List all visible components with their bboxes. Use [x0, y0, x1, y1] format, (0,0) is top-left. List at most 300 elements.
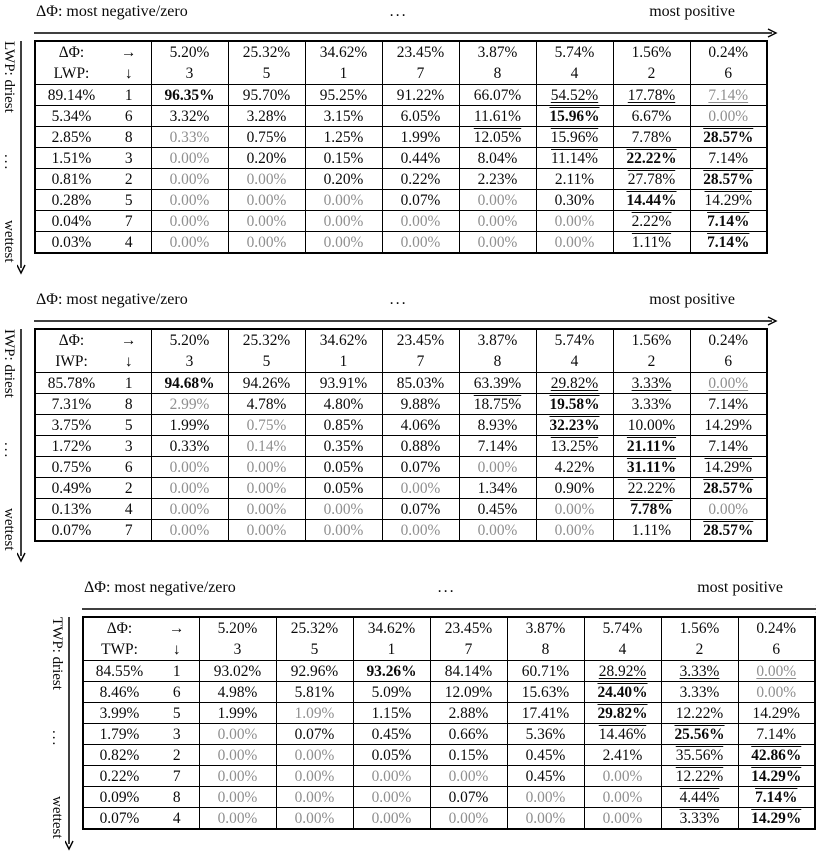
- value-cell: 7.78%: [613, 499, 690, 520]
- value-cell: 0.00%: [459, 520, 536, 542]
- value-cell: 21.11%: [613, 436, 690, 457]
- row-percent: 1.79%: [99, 725, 140, 743]
- value-cell: 12.22%: [661, 766, 738, 787]
- rank-header-row: [83, 639, 815, 661]
- value-cell: 7.14%: [459, 436, 536, 457]
- value-cell: 11.61%: [459, 106, 536, 127]
- value-cell: 0.00%: [305, 232, 382, 254]
- value-cell: 0.00%: [305, 190, 382, 211]
- value-cell: 96.35%: [151, 85, 228, 106]
- row-header-cell: [83, 703, 199, 724]
- value-cell: 0.00%: [276, 808, 353, 830]
- value-cell: 0.33%: [151, 127, 228, 148]
- row-percent: 0.07%: [51, 521, 92, 539]
- phi-value-cell: 1.56%: [661, 617, 738, 639]
- row-header-content: [36, 458, 151, 477]
- value-cell: 7.14%: [738, 724, 815, 745]
- value-cell: 14.46%: [584, 724, 661, 745]
- row-percent: 3.99%: [99, 704, 140, 722]
- value-cell: 0.00%: [690, 373, 767, 394]
- value-cell: 0.00%: [536, 232, 613, 254]
- value-cell: 66.07%: [459, 85, 536, 106]
- value-cell: 14.29%: [738, 766, 815, 787]
- value-cell: 0.00%: [430, 808, 507, 830]
- value-cell: 0.85%: [305, 415, 382, 436]
- value-cell: 0.00%: [199, 787, 276, 808]
- row-percent: 0.13%: [51, 500, 92, 518]
- value-cell: 4.22%: [536, 457, 613, 478]
- phi-value-cell: 25.32%: [228, 329, 305, 351]
- value-cell: 12.09%: [430, 682, 507, 703]
- value-cell: 12.22%: [661, 703, 738, 724]
- value-cell: 94.68%: [151, 373, 228, 394]
- axis-label-positive: most positive: [649, 3, 735, 20]
- row-rank: 5: [124, 191, 133, 209]
- value-cell: 0.75%: [228, 127, 305, 148]
- value-cell: 0.00%: [151, 148, 228, 169]
- row-header-cell: [35, 351, 151, 373]
- table-row: [35, 457, 767, 478]
- value-cell: 0.00%: [228, 478, 305, 499]
- row-rank: 3: [172, 725, 181, 743]
- side-dots: ...: [49, 729, 65, 747]
- side-dots: ...: [1, 153, 17, 171]
- phi-value-cell: 0.24%: [690, 41, 767, 63]
- rank-value-cell: 2: [661, 639, 738, 661]
- phi-value-cell: 5.74%: [536, 329, 613, 351]
- row-percent: 0.07%: [99, 809, 140, 827]
- value-cell: 0.00%: [199, 766, 276, 787]
- row-rank: 1: [124, 374, 133, 392]
- lwp-percentile-table: [34, 40, 768, 254]
- value-cell: 0.00%: [459, 457, 536, 478]
- value-cell: 0.00%: [507, 808, 584, 830]
- row-percent: 89.14%: [47, 86, 96, 104]
- phi-header-row: [83, 617, 815, 639]
- row-header-cell: [35, 190, 151, 211]
- rank-value-cell: 8: [507, 639, 584, 661]
- value-cell: 17.41%: [507, 703, 584, 724]
- value-cell: 0.00%: [536, 211, 613, 232]
- table-row: [35, 190, 767, 211]
- value-cell: 0.45%: [507, 745, 584, 766]
- value-cell: 3.32%: [151, 106, 228, 127]
- table-row: [35, 232, 767, 254]
- row-header-cell: [35, 478, 151, 499]
- table-row: [35, 169, 767, 190]
- value-cell: 0.00%: [151, 169, 228, 190]
- side-label-wettest: wettest: [1, 219, 17, 262]
- value-cell: 4.98%: [199, 682, 276, 703]
- row-header-content: [36, 479, 151, 498]
- value-cell: 7.78%: [613, 127, 690, 148]
- row-header-content: [84, 640, 199, 659]
- row-header-content: [84, 746, 199, 765]
- row-header-content: [84, 767, 199, 786]
- value-cell: 0.00%: [151, 499, 228, 520]
- row-header-cell: [35, 63, 151, 85]
- table-row: [83, 682, 815, 703]
- value-cell: 91.22%: [382, 85, 459, 106]
- value-cell: 0.20%: [228, 148, 305, 169]
- row-rank: 5: [124, 416, 133, 434]
- value-cell: 0.00%: [228, 169, 305, 190]
- phi-value-cell: 34.62%: [305, 329, 382, 351]
- row-percent: 0.28%: [51, 191, 92, 209]
- phi-header-label: ΔΦ:: [58, 44, 85, 61]
- value-cell: 0.00%: [199, 745, 276, 766]
- phi-value-cell: 0.24%: [738, 617, 815, 639]
- value-cell: 29.82%: [584, 703, 661, 724]
- row-header-content: [36, 170, 151, 189]
- row-percent: 84.55%: [95, 662, 144, 680]
- right-arrow-icon: [82, 603, 816, 615]
- value-cell: 0.00%: [382, 478, 459, 499]
- value-cell: 0.00%: [228, 211, 305, 232]
- value-cell: 22.22%: [613, 148, 690, 169]
- down-arrow-glyph: ↓: [172, 641, 181, 658]
- phi-value-cell: 23.45%: [382, 329, 459, 351]
- value-cell: 0.00%: [199, 808, 276, 830]
- rank-value-cell: 7: [430, 639, 507, 661]
- table-row: [83, 703, 815, 724]
- value-cell: 14.29%: [738, 703, 815, 724]
- row-rank: 1: [124, 86, 133, 104]
- value-cell: 0.00%: [305, 499, 382, 520]
- row-header-content: [36, 191, 151, 210]
- rank-value-cell: 8: [459, 351, 536, 373]
- table-row: [83, 808, 815, 830]
- rank-value-cell: 6: [690, 351, 767, 373]
- right-arrow-glyph: →: [169, 620, 185, 637]
- axis-dots: ...: [437, 579, 456, 596]
- row-header-content: [84, 683, 199, 702]
- row-percent: 5.34%: [51, 107, 92, 125]
- phi-header-row: [35, 41, 767, 63]
- rank-value-cell: 6: [738, 639, 815, 661]
- row-header-cell: [35, 436, 151, 457]
- row-rank: 5: [172, 704, 181, 722]
- row-rank: 7: [124, 212, 133, 230]
- value-cell: 0.00%: [151, 520, 228, 542]
- value-cell: 0.00%: [430, 766, 507, 787]
- value-cell: 0.05%: [305, 457, 382, 478]
- row-header-content: [36, 521, 151, 540]
- rank-value-cell: 3: [199, 639, 276, 661]
- value-cell: 14.29%: [738, 808, 815, 830]
- value-cell: 0.00%: [738, 682, 815, 703]
- rank-value-cell: 1: [305, 351, 382, 373]
- value-cell: 28.57%: [690, 169, 767, 190]
- value-cell: 0.00%: [690, 499, 767, 520]
- row-header-content: [84, 662, 199, 681]
- row-header-content: [84, 704, 199, 723]
- value-cell: 10.00%: [613, 415, 690, 436]
- axis-dots: ...: [389, 3, 408, 20]
- value-cell: 84.14%: [430, 661, 507, 682]
- value-cell: 5.36%: [507, 724, 584, 745]
- value-cell: 0.00%: [690, 106, 767, 127]
- row-rank: 6: [124, 107, 133, 125]
- value-cell: 1.99%: [382, 127, 459, 148]
- value-cell: 54.52%: [536, 85, 613, 106]
- value-cell: 0.00%: [228, 190, 305, 211]
- value-cell: 0.00%: [151, 211, 228, 232]
- table-row: [35, 436, 767, 457]
- row-rank: 6: [172, 683, 181, 701]
- row-rank: 2: [172, 746, 181, 764]
- value-cell: 14.29%: [690, 415, 767, 436]
- value-cell: 15.63%: [507, 682, 584, 703]
- row-percent: 0.22%: [99, 767, 140, 785]
- down-arrow-glyph: ↓: [124, 353, 133, 370]
- table-row: [35, 478, 767, 499]
- value-cell: 19.58%: [536, 394, 613, 415]
- right-arrow-icon: [34, 27, 779, 39]
- value-cell: 0.22%: [382, 169, 459, 190]
- right-arrow-glyph: →: [121, 332, 137, 349]
- row-percent: 0.03%: [51, 233, 92, 251]
- value-cell: 0.00%: [353, 787, 430, 808]
- row-header-cell: [35, 148, 151, 169]
- lwp-side-rail: [0, 3, 34, 262]
- side-label-wettest: wettest: [49, 795, 65, 838]
- value-cell: 0.30%: [536, 190, 613, 211]
- value-cell: 2.99%: [151, 394, 228, 415]
- rank-header-row: [35, 63, 767, 85]
- phi-value-cell: 23.45%: [382, 41, 459, 63]
- value-cell: 0.00%: [738, 661, 815, 682]
- rank-header-row: [35, 351, 767, 373]
- phi-value-cell: 5.20%: [199, 617, 276, 639]
- value-cell: 7.14%: [690, 436, 767, 457]
- table-row: [83, 661, 815, 682]
- value-cell: 0.45%: [507, 766, 584, 787]
- value-cell: 0.00%: [151, 232, 228, 254]
- value-cell: 0.35%: [305, 436, 382, 457]
- table-row: [35, 499, 767, 520]
- table-row: [35, 394, 767, 415]
- row-header-cell: [83, 808, 199, 830]
- row-header-content: [36, 352, 151, 371]
- value-cell: 0.05%: [305, 478, 382, 499]
- row-header-cell: [35, 394, 151, 415]
- rank-value-cell: 3: [151, 351, 228, 373]
- axis-label-positive: most positive: [649, 291, 735, 308]
- row-percent: 0.04%: [51, 212, 92, 230]
- phi-value-cell: 25.32%: [276, 617, 353, 639]
- row-header-cell: [35, 232, 151, 254]
- row-header-cell: [35, 329, 151, 351]
- value-cell: 93.26%: [353, 661, 430, 682]
- figure-block-twp: [48, 579, 816, 838]
- twp-side-rail: [48, 579, 82, 838]
- value-cell: 92.96%: [276, 661, 353, 682]
- row-header-content: [36, 128, 151, 147]
- row-header-cell: [35, 211, 151, 232]
- table-row: [35, 415, 767, 436]
- value-cell: 0.88%: [382, 436, 459, 457]
- table-row: [35, 85, 767, 106]
- value-cell: 3.28%: [228, 106, 305, 127]
- value-cell: 7.14%: [690, 211, 767, 232]
- row-header-content: [36, 43, 151, 62]
- value-cell: 3.33%: [661, 808, 738, 830]
- value-cell: 9.88%: [382, 394, 459, 415]
- row-rank: 7: [124, 521, 133, 539]
- down-arrow-icon: [65, 617, 77, 851]
- value-cell: 24.40%: [584, 682, 661, 703]
- value-cell: 8.04%: [459, 148, 536, 169]
- phi-value-cell: 34.62%: [353, 617, 430, 639]
- row-header-cell: [35, 85, 151, 106]
- right-arrow-glyph: →: [121, 44, 137, 61]
- rank-value-cell: 5: [228, 351, 305, 373]
- wp-header-label: LWP:: [53, 65, 90, 82]
- value-cell: 0.75%: [228, 415, 305, 436]
- rank-value-cell: 1: [305, 63, 382, 85]
- value-cell: 0.07%: [382, 190, 459, 211]
- row-percent: 1.72%: [51, 437, 92, 455]
- value-cell: 0.00%: [151, 457, 228, 478]
- value-cell: 1.09%: [276, 703, 353, 724]
- row-header-content: [36, 64, 151, 83]
- value-cell: 29.82%: [536, 373, 613, 394]
- table-row: [35, 211, 767, 232]
- row-rank: 2: [124, 170, 133, 188]
- value-cell: 15.96%: [536, 127, 613, 148]
- axis-label-negative: ΔΦ: most negative/zero: [84, 579, 236, 596]
- side-label-driest: IWP: driest: [1, 329, 17, 398]
- value-cell: 0.00%: [382, 232, 459, 254]
- value-cell: 0.00%: [459, 211, 536, 232]
- row-header-content: [36, 233, 151, 252]
- value-cell: 0.44%: [382, 148, 459, 169]
- row-percent: 0.75%: [51, 458, 92, 476]
- value-cell: 60.71%: [507, 661, 584, 682]
- value-cell: 63.39%: [459, 373, 536, 394]
- value-cell: 0.20%: [305, 169, 382, 190]
- row-header-cell: [35, 41, 151, 63]
- phi-header-label: ΔΦ:: [106, 620, 133, 637]
- phi-value-cell: 5.74%: [536, 41, 613, 63]
- down-arrow-icon: [17, 329, 29, 563]
- row-percent: 0.49%: [51, 479, 92, 497]
- row-percent: 7.31%: [51, 395, 92, 413]
- value-cell: 1.15%: [353, 703, 430, 724]
- phi-value-cell: 34.62%: [305, 41, 382, 63]
- phi-value-cell: 3.87%: [459, 41, 536, 63]
- row-rank: 8: [124, 128, 133, 146]
- row-header-cell: [35, 127, 151, 148]
- rank-value-cell: 3: [151, 63, 228, 85]
- row-header-cell: [35, 499, 151, 520]
- row-rank: 8: [172, 788, 181, 806]
- phi-value-cell: 0.24%: [690, 329, 767, 351]
- value-cell: 0.15%: [430, 745, 507, 766]
- wp-header-label: IWP:: [55, 353, 88, 370]
- value-cell: 2.41%: [584, 745, 661, 766]
- row-header-content: [36, 331, 151, 350]
- value-cell: 8.93%: [459, 415, 536, 436]
- value-cell: 1.11%: [613, 520, 690, 542]
- row-percent: 0.09%: [99, 788, 140, 806]
- value-cell: 0.00%: [459, 232, 536, 254]
- rank-value-cell: 4: [536, 63, 613, 85]
- rank-value-cell: 7: [382, 63, 459, 85]
- table-row: [83, 745, 815, 766]
- row-header-content: [84, 725, 199, 744]
- row-rank: 2: [124, 479, 133, 497]
- table-row: [83, 724, 815, 745]
- row-rank: 8: [124, 395, 133, 413]
- axis-label-negative: ΔΦ: most negative/zero: [36, 291, 188, 308]
- iwp-main: [34, 291, 775, 542]
- value-cell: 17.78%: [613, 85, 690, 106]
- value-cell: 5.81%: [276, 682, 353, 703]
- rank-value-cell: 2: [613, 351, 690, 373]
- value-cell: 7.14%: [690, 394, 767, 415]
- table-row: [35, 148, 767, 169]
- row-header-cell: [83, 661, 199, 682]
- row-header-content: [36, 395, 151, 414]
- row-percent: 85.78%: [47, 374, 96, 392]
- value-cell: 12.05%: [459, 127, 536, 148]
- value-cell: 0.00%: [536, 520, 613, 542]
- table-row: [83, 787, 815, 808]
- delta-phi-axis: [34, 3, 775, 40]
- value-cell: 7.14%: [690, 232, 767, 254]
- phi-header-row: [35, 329, 767, 351]
- rank-value-cell: 6: [690, 63, 767, 85]
- rank-value-cell: 5: [276, 639, 353, 661]
- down-arrow-icon: [17, 41, 29, 275]
- value-cell: 3.33%: [613, 394, 690, 415]
- delta-phi-axis: [82, 579, 816, 616]
- value-cell: 1.34%: [459, 478, 536, 499]
- right-arrow-icon: [34, 315, 779, 327]
- value-cell: 3.33%: [661, 661, 738, 682]
- value-cell: 6.67%: [613, 106, 690, 127]
- iwp-side-rail: [0, 291, 34, 550]
- side-label-driest: TWP: driest: [49, 617, 65, 690]
- value-cell: 0.00%: [228, 520, 305, 542]
- delta-phi-axis: [34, 291, 775, 328]
- value-cell: 14.29%: [690, 190, 767, 211]
- table-row: [35, 127, 767, 148]
- twp-main: [82, 579, 816, 830]
- value-cell: 2.23%: [459, 169, 536, 190]
- iwp-percentile-table: [34, 328, 768, 542]
- value-cell: 0.45%: [353, 724, 430, 745]
- row-header-cell: [83, 745, 199, 766]
- row-rank: 3: [124, 437, 133, 455]
- row-percent: 1.51%: [51, 149, 92, 167]
- value-cell: 0.14%: [228, 436, 305, 457]
- phi-value-cell: 3.87%: [507, 617, 584, 639]
- rank-value-cell: 7: [382, 351, 459, 373]
- value-cell: 0.00%: [305, 520, 382, 542]
- rank-value-cell: 4: [536, 351, 613, 373]
- value-cell: 11.14%: [536, 148, 613, 169]
- value-cell: 35.56%: [661, 745, 738, 766]
- value-cell: 2.11%: [536, 169, 613, 190]
- row-rank: 3: [124, 149, 133, 167]
- row-header-cell: [83, 766, 199, 787]
- rank-value-cell: 4: [584, 639, 661, 661]
- value-cell: 1.99%: [151, 415, 228, 436]
- value-cell: 25.56%: [661, 724, 738, 745]
